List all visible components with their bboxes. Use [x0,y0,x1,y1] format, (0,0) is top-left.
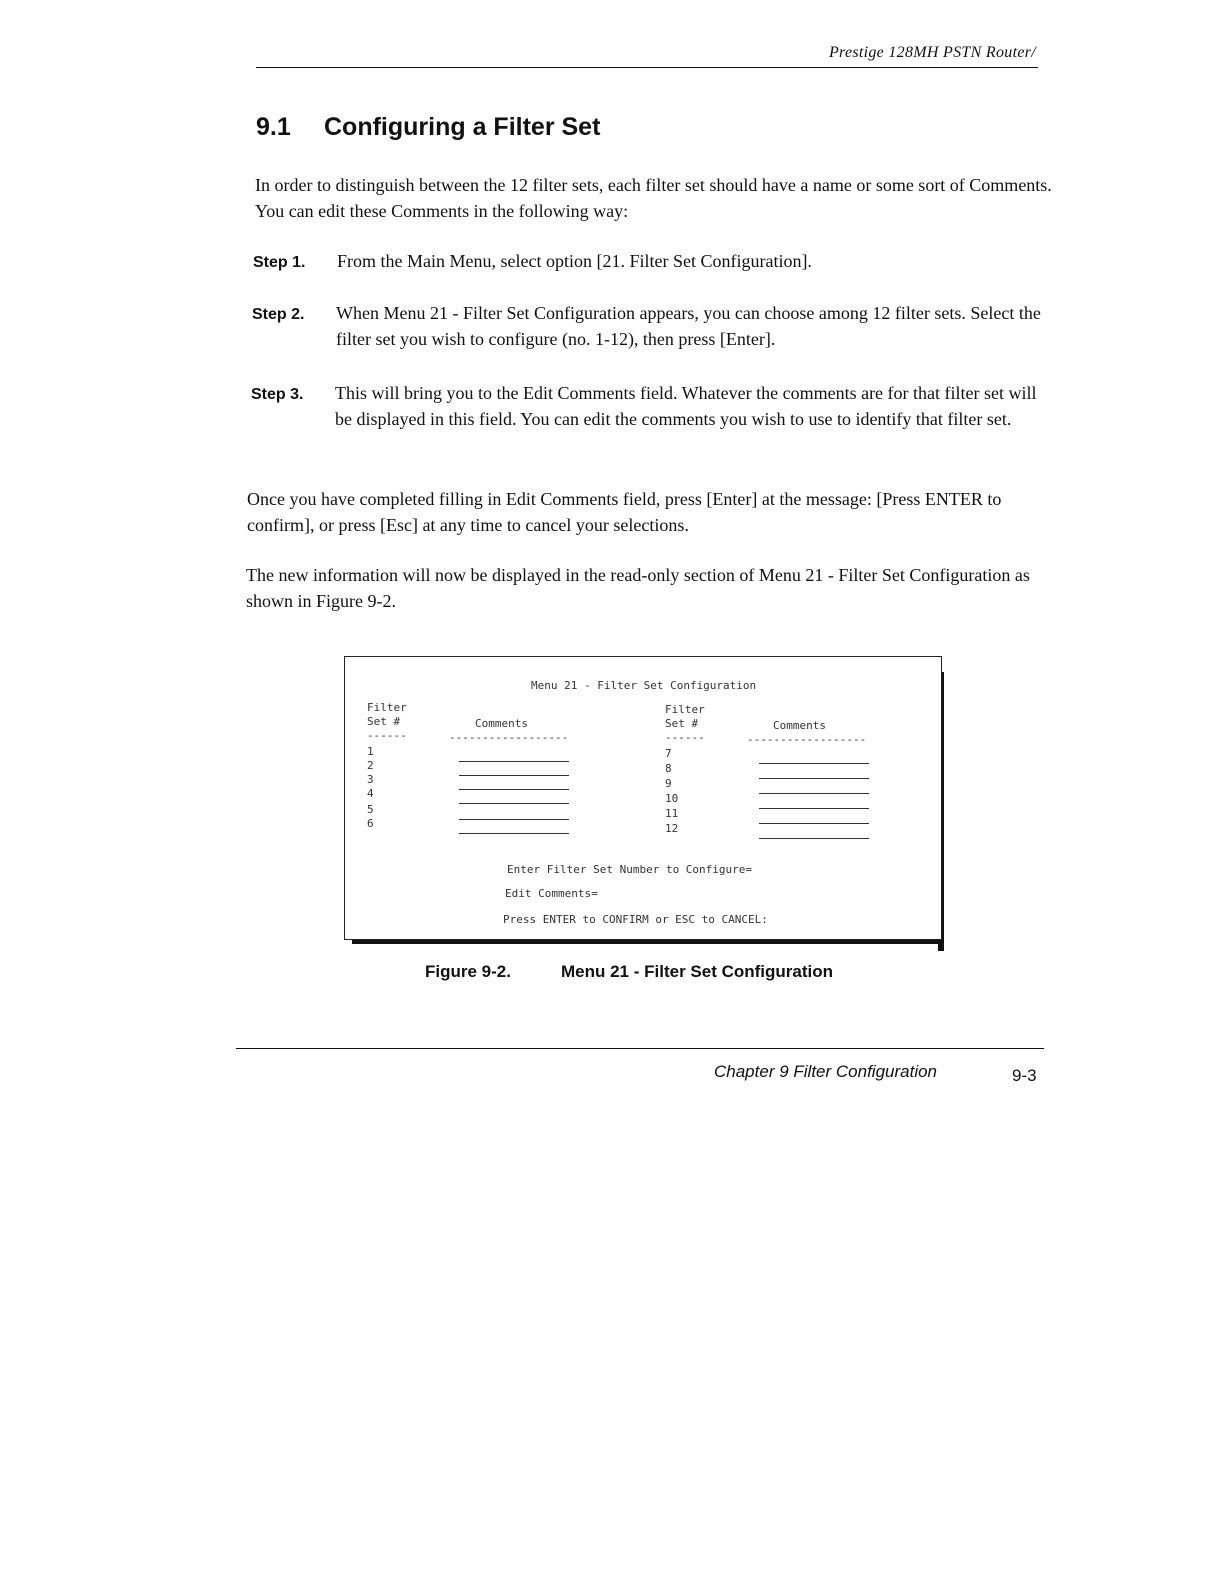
prompt-confirm: Press ENTER to CONFIRM or ESC to CANCEL: [503,913,768,926]
right-set-number: 10 [665,792,679,805]
footer-rule [236,1048,1044,1049]
left-set-number: 1 [367,745,374,758]
prompt-enter-set: Enter Filter Set Number to Configure= [507,863,753,876]
menu-21-screen [344,656,942,940]
page-number: 9-3 [1012,1066,1037,1085]
right-set-number: 11 [665,807,679,820]
left-col-set: Set # [367,715,401,728]
readonly-paragraph: The new information will now be displayed in the read-only section of Menu 21 - Filter Set Configuration as shown in Figure 9-2. [246,565,1030,611]
confirm-paragraph: Once you have completed filling in Edit Comments field, press [Enter] at the message: [Press ENTER to confirm], or press [Esc] at any time to cancel your selections. [247,489,1002,535]
comment-field [459,789,569,790]
section-title: Configuring a Filter Set [324,113,601,141]
step-label: Step 3. [251,386,304,403]
comment-field [459,803,569,804]
comment-field [459,761,569,762]
right-col-comments: Comments [773,719,826,732]
step-text: This will bring you to the Edit Comments field. Whatever the comments are for that filter set will be displayed in this field. You can edit the comments you wish to use to identify that filter set. [335,383,1037,429]
right-col-filter: Filter [665,703,705,716]
right-set-dashes: ------ [665,731,705,744]
left-comment-dashes: ------------------ [449,731,569,744]
comment-field [459,775,569,776]
left-set-number: 6 [367,817,374,830]
header-rule [256,67,1038,68]
left-set-number: 4 [367,787,374,800]
left-col-filter: Filter [367,701,407,714]
right-set-number: 12 [665,822,679,835]
comment-field [459,833,569,834]
section-number: 9.1 [256,113,291,141]
right-comment-dashes: ------------------ [747,733,867,746]
comment-field [759,793,869,794]
prompt-edit-comments: Edit Comments= [505,887,598,900]
left-set-number: 3 [367,773,374,786]
left-set-number: 2 [367,759,374,772]
left-set-number: 5 [367,803,374,816]
step-text: When Menu 21 - Filter Set Configuration appears, you can choose among 12 filter sets. Select the filter set you wish to configure (no. 1-12), then press [Enter]. [336,303,1041,349]
footer-chapter: Chapter 9 Filter Configuration [714,1062,938,1081]
step-3 [251,380,1071,464]
figure-number: Figure 9-2. [425,962,511,981]
step-1 [253,248,1073,278]
left-set-dashes: ------ [367,729,407,742]
figure-title: Menu 21 - Filter Set Configuration [561,962,834,981]
section-heading [256,113,600,142]
step-text: From the Main Menu, select option [21. Filter Set Configuration]. [337,251,812,271]
step-label: Step 1. [253,254,306,271]
right-set-number: 7 [665,747,672,760]
step-2 [252,300,1072,360]
comment-field [759,778,869,779]
figure-caption [425,962,833,982]
step-label: Step 2. [252,306,305,323]
right-set-number: 9 [665,777,672,790]
intro-paragraph: In order to distinguish between the 12 filter sets, each filter set should have a name or some sort of Comments. You can edit these Comments in the following way: [255,175,1052,221]
comment-field [759,808,869,809]
comment-field [759,838,869,839]
comment-field [459,819,569,820]
menu-title: Menu 21 - Filter Set Configuration [531,679,757,692]
left-col-comments: Comments [475,717,528,730]
running-header: Prestige 128MH PSTN Router/ [828,44,1036,61]
right-set-number: 8 [665,762,672,775]
comment-field [759,763,869,764]
right-col-set: Set # [665,717,699,730]
comment-field [759,823,869,824]
